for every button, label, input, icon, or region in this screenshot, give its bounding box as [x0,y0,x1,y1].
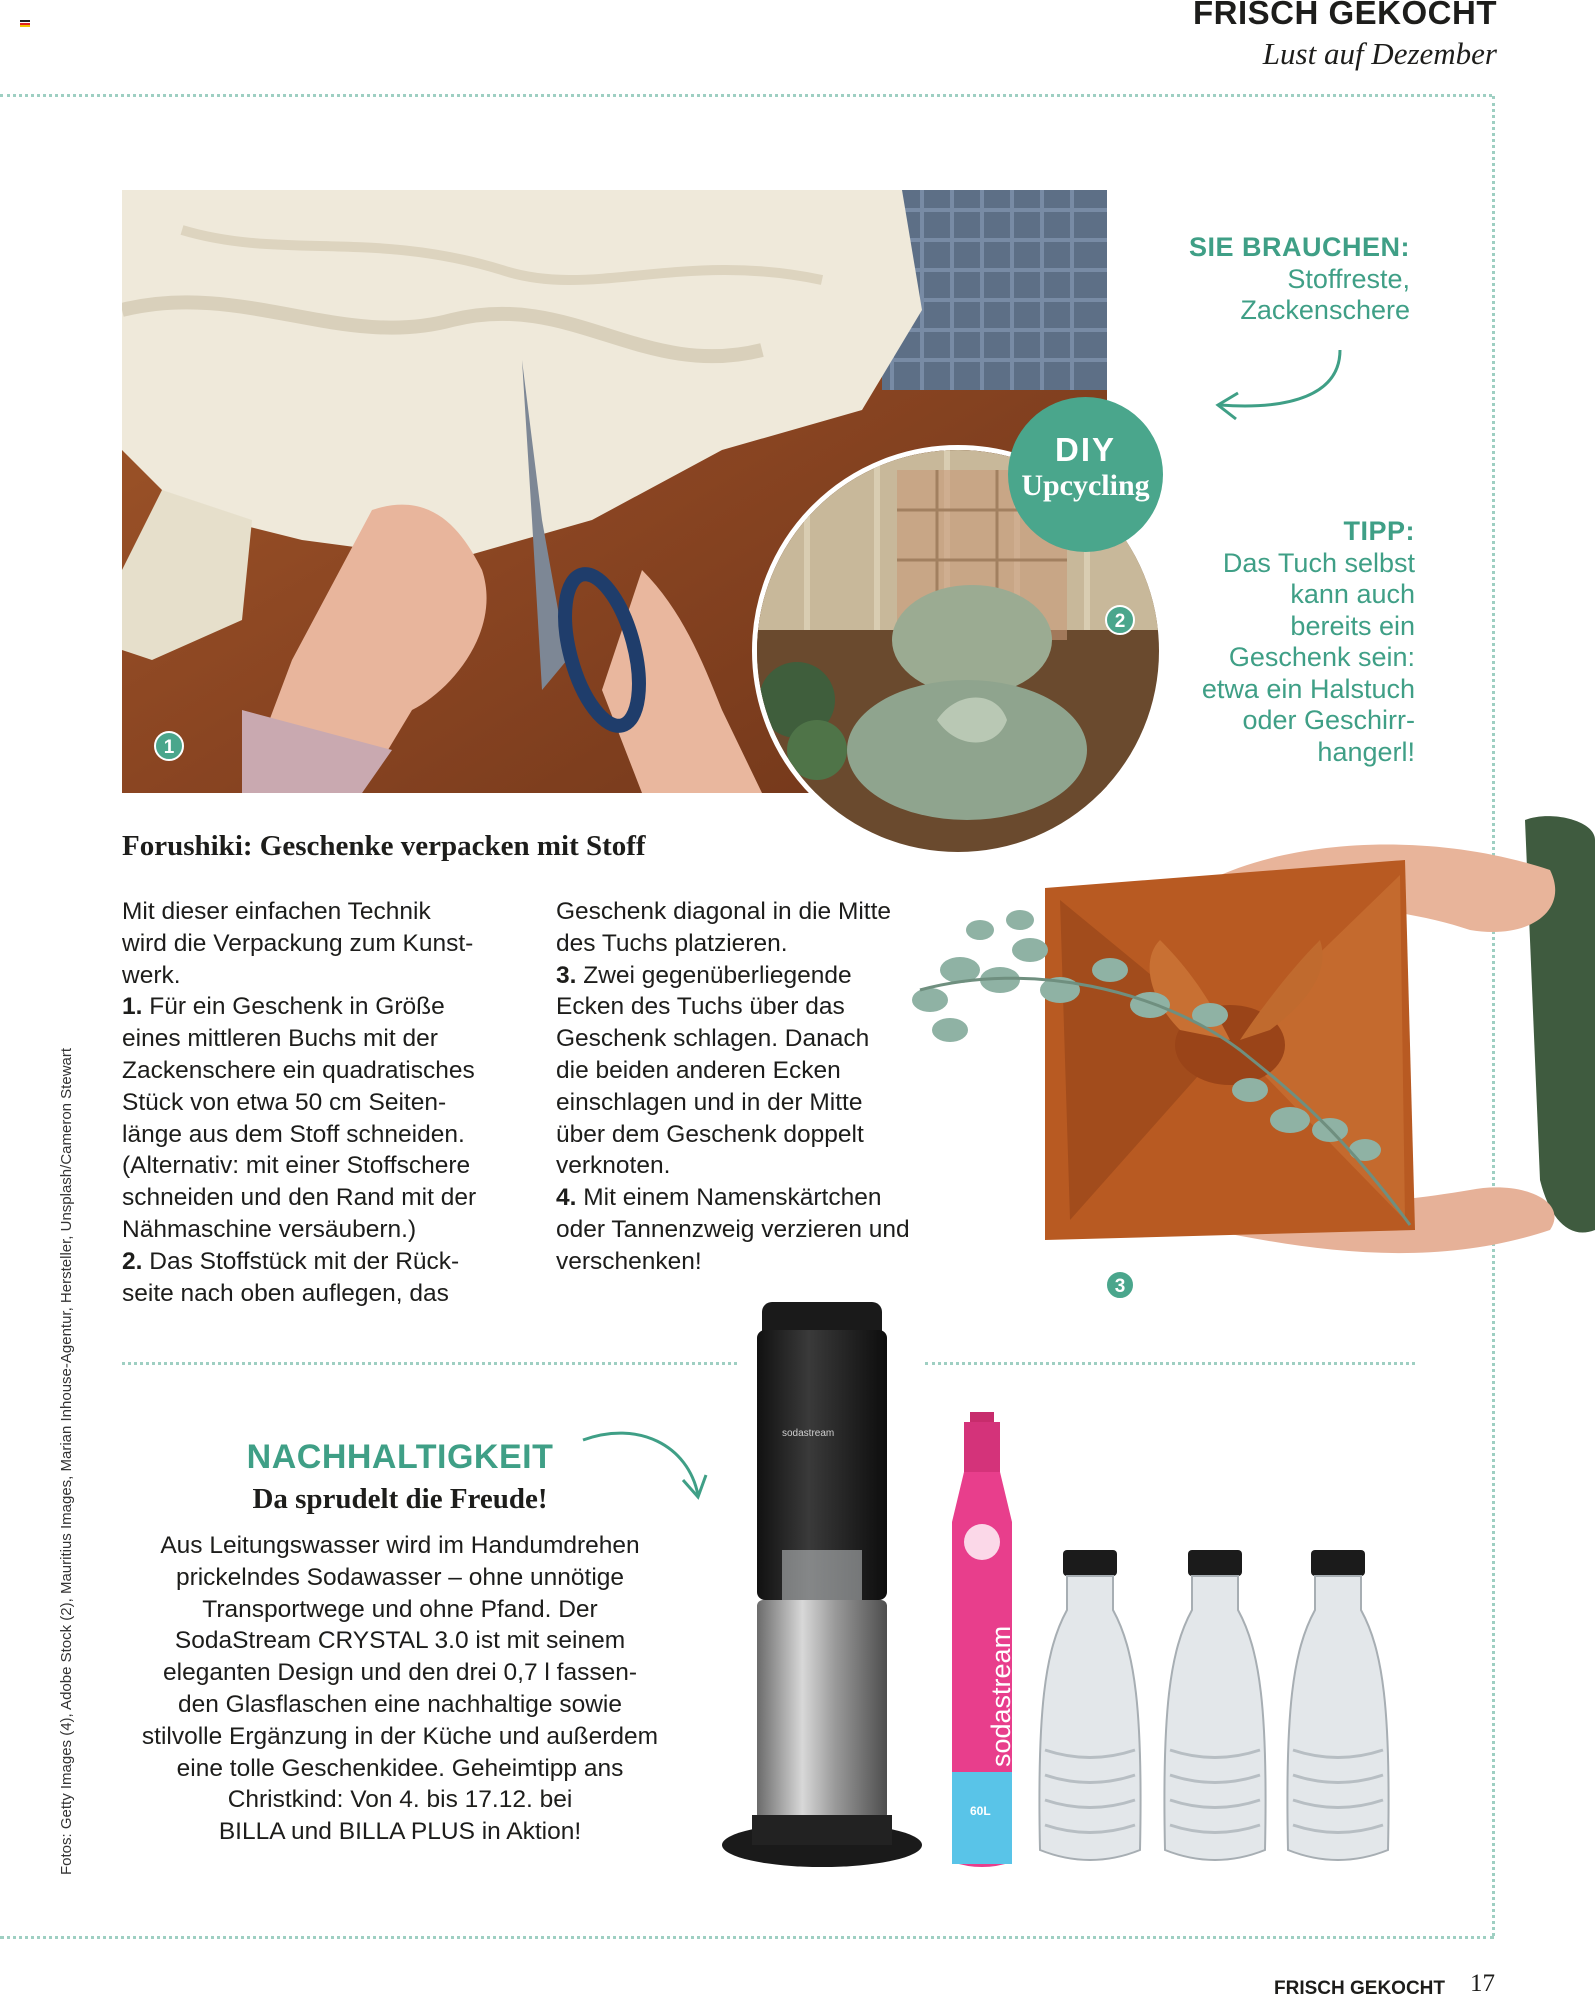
glass-bottle [1160,1550,1270,1870]
sodastream-machine [722,1300,922,1875]
photo-wrapped-gift [910,800,1595,1320]
tip-line-5: etwa ein Halstuch [1201,673,1415,704]
tip-label: TIPP: [1343,516,1415,546]
col1-line: schneiden und den Rand mit der [122,1184,477,1212]
sustainability-title: NACHHALTIGKEIT [246,1438,554,1476]
tip-box [1130,516,1415,768]
step-marker-1: 1 [154,731,184,761]
materials-box [1140,232,1410,327]
col2-line: Geschenk diagonal in die Mitte [556,898,892,925]
body-line: den Glasflaschen eine nachhaltige sowie [177,1690,622,1718]
col1-line: Stück von etwa 50 cm Seiten- [122,1088,447,1116]
col2-line: einschlagen und in der Mitte [556,1088,863,1116]
badge-upcycling: Upcycling [1021,469,1150,502]
body-line: eleganten Design und den drei 0,7 l fassen- [163,1659,637,1687]
col1-line: eines mittleren Buchs mit der [122,1025,438,1053]
col2-line: Ecken des Tuchs über das [556,993,845,1021]
col1-line: länge aus dem Stoff schneiden. [122,1120,465,1148]
col2-line: Geschenk schlagen. Danach [556,1025,870,1053]
col1-line: seite nach oben auflegen, das [122,1279,449,1307]
step-marker-2: 2 [1105,605,1135,635]
step-number: 2. [122,1247,143,1275]
cylinder-brand-label: sodastream [986,1625,1016,1767]
body-line: stilvolle Ergänzung in der Küche und außerdem [141,1722,659,1750]
col2-line: verschenken! [556,1247,702,1275]
sustainability-subtitle: Da sprudelt die Freude! [252,1483,548,1515]
photo-credit: Fotos: Getty Images (4), Adobe Stock (2), Mauritius Images, Marian Inhouse-Agentur, Hersteller, Unsplash/Cameron Stewart [58,1047,75,1875]
col2-line: oder Tannenzweig verzieren und [556,1215,910,1243]
step-marker-3: 3 [1105,1270,1135,1300]
co2-cylinder [942,1412,1022,1872]
tip-line-6: oder Geschirr- [1242,705,1415,735]
curved-arrow-icon [1210,345,1350,425]
body-line: eine tolle Geschenkidee. Geheimtipp ans [176,1754,624,1782]
flag-icon [20,20,30,27]
frame-bottom-rule [0,1936,1494,1939]
col2-line: verknoten. [556,1152,671,1180]
col1-line: 2. Das Stoffstück mit der Rück- [122,1247,460,1275]
col2-line: 4. Mit einem Namenskärtchen [556,1184,882,1212]
section-title: FRISCH GEKOCHT [1193,0,1497,31]
col1-line: werk. [122,961,181,989]
frame-top-rule [0,94,1492,97]
article-column-1 [122,896,542,1309]
tip-line-7: hangerl! [1317,736,1415,767]
article-headline: Forushiki: Geschenke verpacken mit Stoff [122,830,646,862]
tip-line-4: Geschenk sein: [1228,642,1415,672]
glass-bottle [1283,1550,1393,1870]
col2-line: die beiden anderen Ecken [556,1056,841,1084]
body-line: prickelndes Sodawasser – ohne unnötige [175,1563,625,1591]
col1-line: Mit dieser einfachen Technik [122,898,431,925]
materials-line-1: Stoffreste, [1287,263,1410,294]
body-line: Christkind: Von 4. bis 17.12. bei [227,1786,573,1814]
tip-line-2: kann auch [1290,579,1415,609]
glass-bottle [1035,1550,1145,1870]
col2-line: 3. Zwei gegenüberliegende [556,961,852,989]
sustainability-body [120,1530,680,1848]
step-number: 3. [556,961,577,989]
tip-line-3: bereits ein [1290,610,1415,641]
footer-section-name: FRISCH GEKOCHT [1274,1978,1445,1999]
section-subtitle: Lust auf Dezember [1262,36,1497,71]
machine-brand-label: sodastream [782,1428,835,1439]
step-number: 1. [122,993,143,1021]
body-line: BILLA und BILLA PLUS in Aktion! [218,1818,582,1846]
col1-line: wird die Verpackung zum Kunst- [122,929,474,957]
col1-line: 1. Für ein Geschenk in Größe [122,993,445,1021]
col1-line: Zackenschere ein quadratisches [122,1056,475,1084]
article-column-2 [556,896,976,1278]
page-number: 17 [1470,1970,1495,1997]
col2-line: über dem Geschenk doppelt [556,1120,864,1148]
body-line: SodaStream CRYSTAL 3.0 ist mit seinem [174,1627,626,1655]
body-line: Transportwege und ohne Pfand. Der [202,1595,598,1623]
col1-line: Nähmaschine versäubern.) [122,1215,417,1243]
section-divider-left [122,1362,737,1365]
body-line: Aus Leitungswasser wird im Handumdrehen [160,1532,640,1559]
col1-line: (Alternativ: mit einer Stoffschere [122,1152,471,1180]
step-number: 4. [556,1184,577,1212]
badge-diy: DIY [1054,431,1116,468]
section-divider-right [925,1362,1415,1365]
cylinder-size-label: 60L [970,1804,991,1818]
tip-line-1: Das Tuch selbst [1222,547,1415,578]
materials-line-2: Zackenschere [1240,295,1410,325]
col2-line: des Tuchs platzieren. [556,929,788,957]
materials-label: SIE BRAUCHEN: [1188,232,1410,262]
